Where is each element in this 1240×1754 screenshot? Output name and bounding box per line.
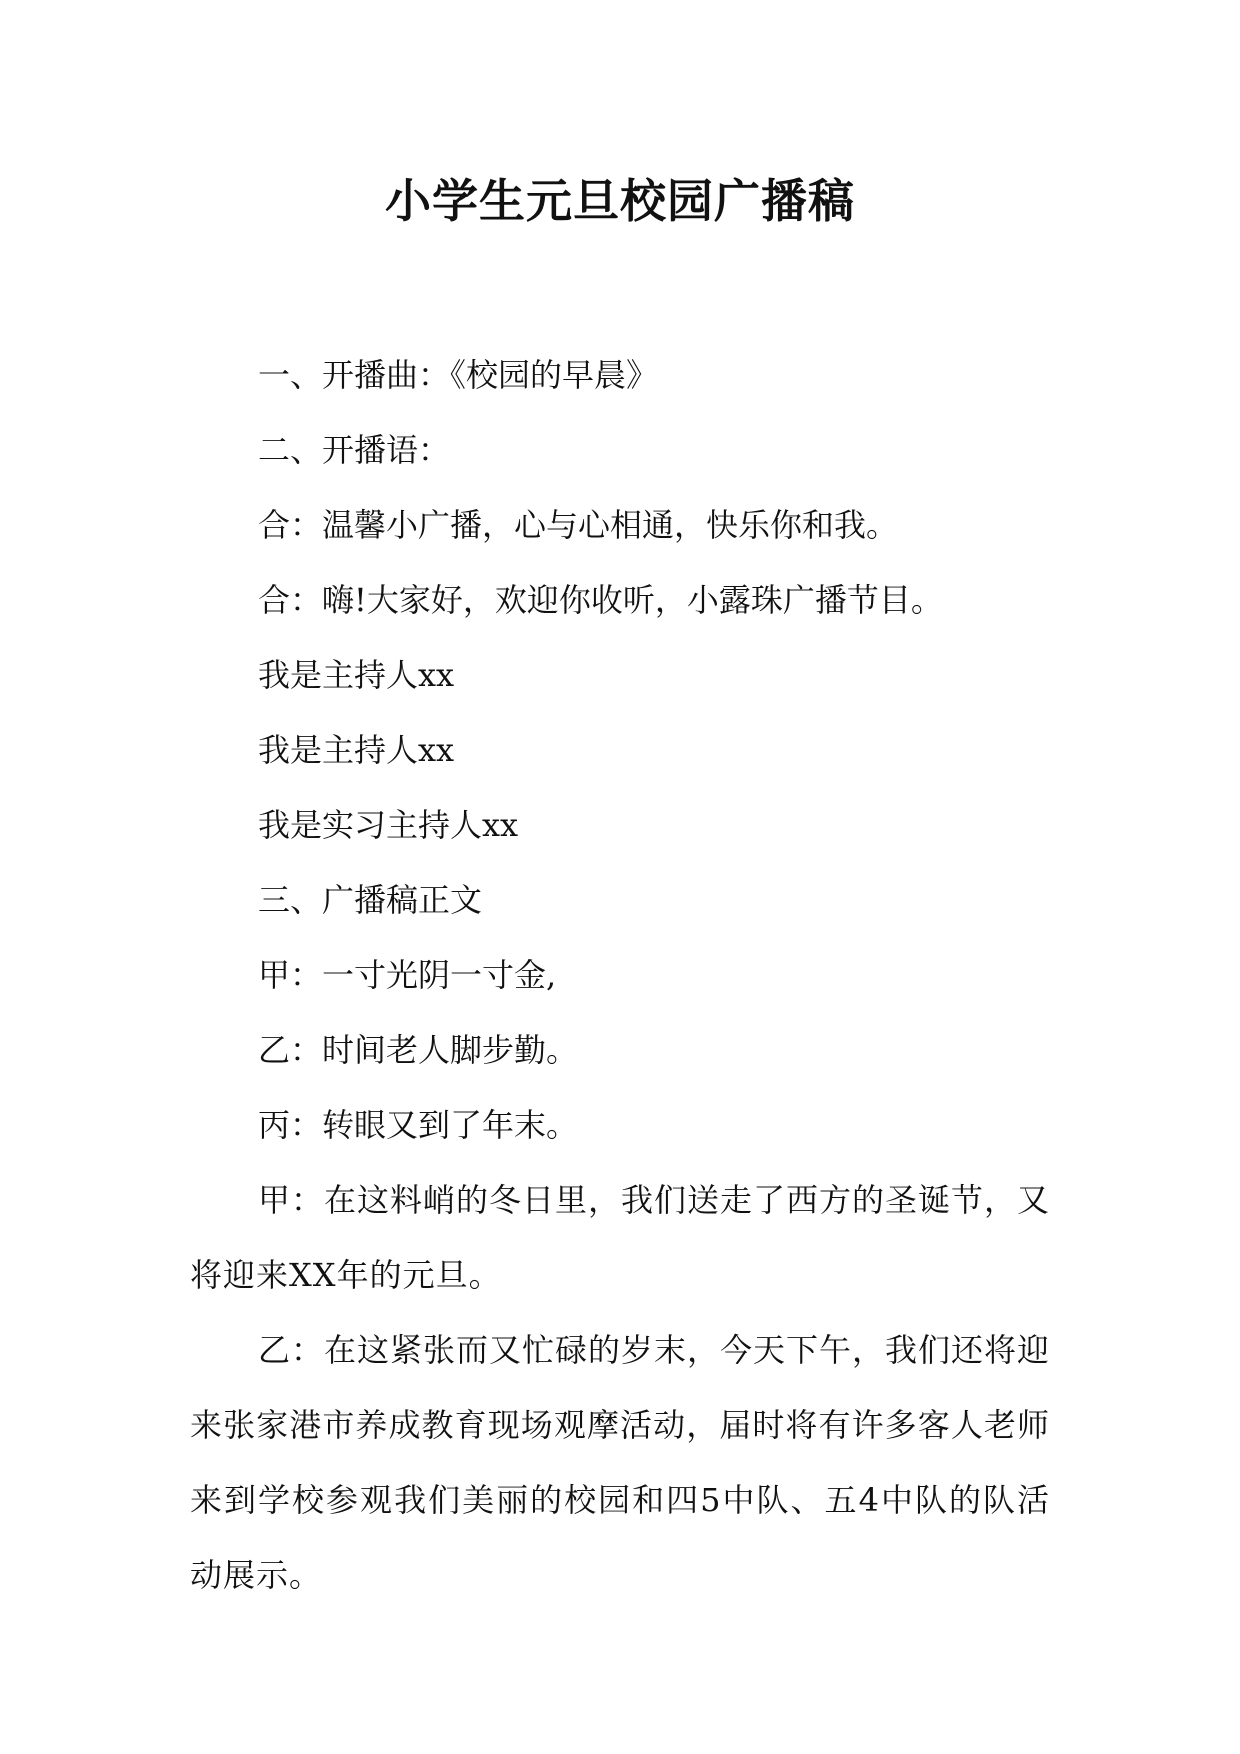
- page-title: 小学生元旦校园广播稿: [385, 174, 855, 228]
- script-line: 我是主持人xx: [258, 731, 455, 769]
- script-paragraph: 甲：在这料峭的冬日里，我们送走了西方的圣诞节，又将迎来XX年的元旦。: [190, 1181, 1051, 1294]
- script-line: 甲：一寸光阴一寸金,: [258, 956, 557, 994]
- script-line: 我是实习主持人xx: [258, 806, 519, 844]
- script-line: 丙：转眼又到了年末。: [258, 1106, 579, 1144]
- section-heading-main-text: 三、广播稿正文: [258, 881, 483, 919]
- script-line: 乙：时间老人脚步勤。: [258, 1031, 579, 1069]
- document-body: [190, 338, 1050, 1613]
- script-paragraph: 乙：在这紧张而又忙碌的岁末，今天下午，我们还将迎来张家港市养成教育现场观摩活动，届时将有许多客人老师来到学校参观我们美丽的校园和四5中队、五4中队的队活动展示。: [190, 1331, 1051, 1594]
- script-line: 合：温馨小广播，心与心相通，快乐你和我。: [258, 506, 899, 544]
- script-line: 我是主持人xx: [258, 656, 455, 694]
- script-line: 合：嗨!大家好，欢迎你收听，小露珠广播节目。: [258, 581, 943, 619]
- section-heading-opening-music: 一、开播曲：《校园的早晨》: [258, 356, 659, 394]
- section-heading-opening-words: 二、开播语：: [258, 431, 451, 469]
